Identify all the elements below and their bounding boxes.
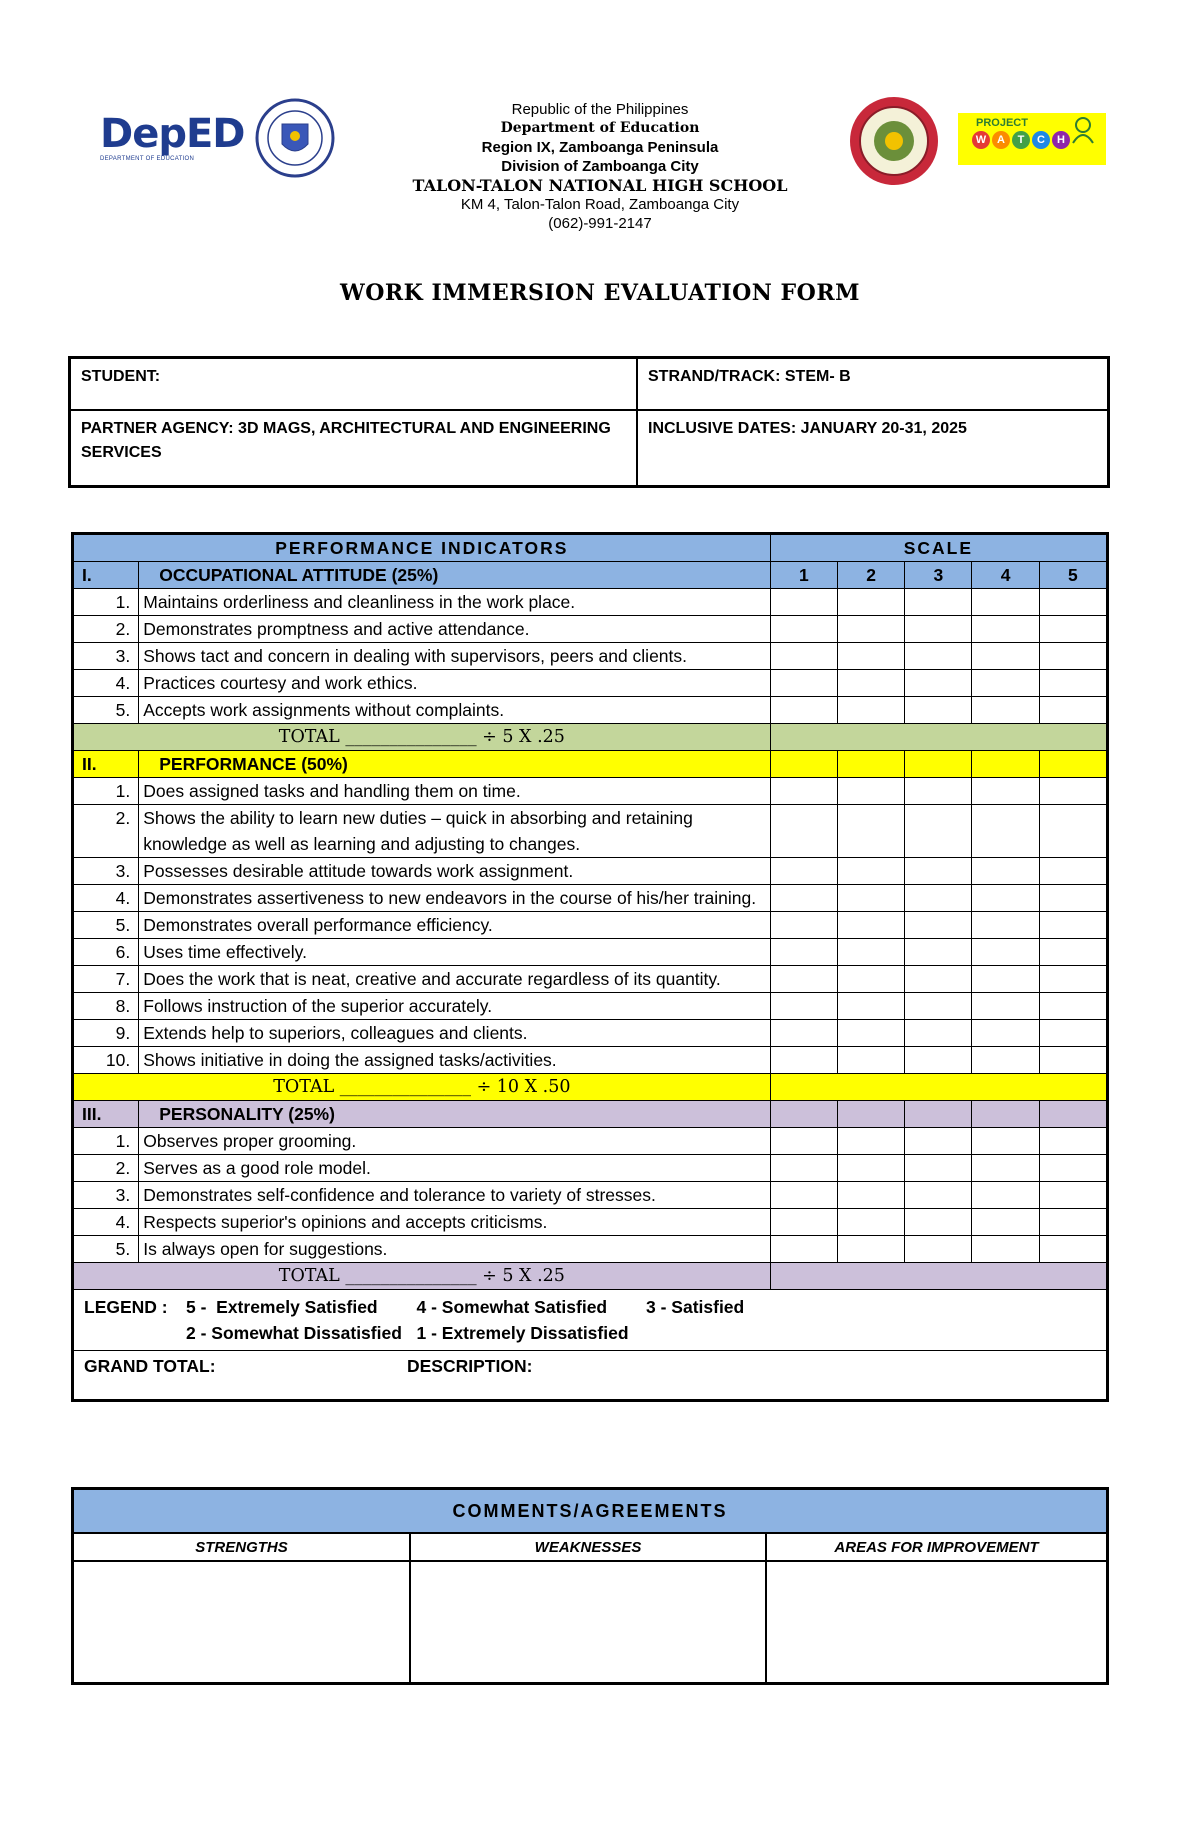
region-text: Region IX, Zamboanga Peninsula (481, 139, 719, 156)
scale-cell[interactable] (837, 993, 904, 1020)
indicator-number: 4. (73, 885, 139, 912)
performance-table (71, 532, 1109, 1402)
strengths-header: STRENGTHS (73, 1533, 411, 1561)
deped-logo (100, 111, 245, 172)
scale-cell[interactable] (905, 805, 972, 858)
scale-cell[interactable] (837, 939, 904, 966)
project-watch-logo (958, 113, 1106, 165)
indicator-row (73, 697, 1108, 724)
indicator-number: 1. (73, 1128, 139, 1155)
scale-cell[interactable] (1039, 993, 1107, 1020)
scale-cell[interactable] (770, 643, 837, 670)
scale-cell[interactable] (905, 778, 972, 805)
scale-cell[interactable] (972, 1155, 1039, 1182)
school-name: TALON-TALON NATIONAL HIGH SCHOOL (412, 176, 788, 195)
scale-cell[interactable] (837, 966, 904, 993)
scale-cell[interactable] (905, 993, 972, 1020)
scale-cell[interactable] (972, 616, 1039, 643)
scale-cell[interactable] (905, 858, 972, 885)
scale-cell[interactable] (770, 1128, 837, 1155)
letterhead (300, 100, 900, 233)
indicator-text: Extends help to superiors, colleagues and clients. (139, 1020, 770, 1047)
scale-cell[interactable] (770, 1020, 837, 1047)
scale-cell[interactable] (837, 1128, 904, 1155)
indicator-text: Observes proper grooming. (139, 1128, 770, 1155)
watch-letter-h: H (1052, 131, 1070, 149)
scale-cell[interactable] (1039, 697, 1107, 724)
scale-cell[interactable] (1039, 912, 1107, 939)
watch-letters (972, 131, 1070, 149)
department-text: Department of Education (500, 120, 700, 136)
weaknesses-input[interactable] (410, 1561, 766, 1684)
section-number: II. (73, 751, 139, 778)
scale-cell[interactable] (770, 616, 837, 643)
indicator-text: Demonstrates overall performance efficiency. (139, 912, 770, 939)
scale-cell[interactable] (1039, 589, 1107, 616)
student-info-table (68, 356, 1110, 488)
indicator-text: Demonstrates assertiveness to new endeavors in the course of his/her training. (139, 885, 770, 912)
watch-letter-a: A (992, 131, 1010, 149)
indicator-row (73, 1182, 1108, 1209)
indicator-row (73, 1155, 1108, 1182)
scale-cell[interactable] (972, 858, 1039, 885)
scale-cell[interactable] (972, 1047, 1039, 1074)
watch-figure-icon (1068, 115, 1098, 145)
comments-table (71, 1487, 1109, 1685)
scale-cell[interactable] (770, 1209, 837, 1236)
scale-label (1039, 1101, 1107, 1128)
scale-cell[interactable] (837, 1209, 904, 1236)
scale-cell[interactable] (972, 1020, 1039, 1047)
section-title: OCCUPATIONAL ATTITUDE (25%) (139, 562, 770, 589)
scale-cell[interactable] (972, 778, 1039, 805)
scale-cell[interactable] (1039, 778, 1107, 805)
indicator-number: 6. (73, 939, 139, 966)
indicator-row (73, 966, 1108, 993)
scale-cell[interactable] (972, 912, 1039, 939)
scale-cell[interactable] (1039, 858, 1107, 885)
section-total[interactable]: TOTAL _______________ ÷ 5 X .25 (73, 724, 771, 751)
scale-label (837, 1101, 904, 1128)
scale-cell[interactable] (972, 1182, 1039, 1209)
scale-cell[interactable] (1039, 1236, 1107, 1263)
scale-cell[interactable] (905, 939, 972, 966)
scale-cell[interactable] (1039, 885, 1107, 912)
scale-label: 1 (770, 562, 837, 589)
scale-cell[interactable] (972, 939, 1039, 966)
scale-cell[interactable] (972, 1128, 1039, 1155)
section-total[interactable]: TOTAL _______________ ÷ 5 X .25 (73, 1263, 771, 1290)
scale-label: 4 (972, 562, 1039, 589)
scale-cell[interactable] (770, 778, 837, 805)
indicator-number: 1. (73, 589, 139, 616)
division-text: Division of Zamboanga City (501, 158, 699, 175)
scale-cell[interactable] (1039, 1155, 1107, 1182)
legend-line-2: 2 - Somewhat Dissatisfied 1 - Extremely Dissatisfied (186, 1323, 629, 1343)
scale-cell[interactable] (905, 1209, 972, 1236)
project-label: PROJECT (976, 117, 1028, 129)
description-label[interactable]: DESCRIPTION: (407, 1356, 533, 1376)
scale-cell[interactable] (972, 966, 1039, 993)
indicator-row (73, 939, 1108, 966)
indicator-number: 4. (73, 670, 139, 697)
indicator-row (73, 993, 1108, 1020)
scale-cell[interactable] (905, 589, 972, 616)
indicator-number: 9. (73, 1020, 139, 1047)
scale-cell[interactable] (972, 670, 1039, 697)
legend-label: LEGEND : (84, 1297, 168, 1317)
scale-cell[interactable] (905, 1128, 972, 1155)
scale-cell[interactable] (837, 1155, 904, 1182)
indicator-text: Follows instruction of the superior accurately. (139, 993, 770, 1020)
scale-cell[interactable] (770, 805, 837, 858)
scale-cell[interactable] (837, 1236, 904, 1263)
indicator-row (73, 805, 1108, 858)
indicator-text: Uses time effectively. (139, 939, 770, 966)
indicator-row (73, 1047, 1108, 1074)
school-address: KM 4, Talon-Talon Road, Zamboanga City (460, 196, 740, 213)
scale-cell[interactable] (837, 1182, 904, 1209)
indicator-number: 10. (73, 1047, 139, 1074)
scale-label: 2 (837, 562, 904, 589)
indicator-number: 7. (73, 966, 139, 993)
scale-cell[interactable] (972, 885, 1039, 912)
legend-line-1: 5 - Extremely Satisfied 4 - Somewhat Satisfied 3 - Satisfied (186, 1297, 745, 1317)
scale-cell[interactable] (905, 1236, 972, 1263)
scale-cell[interactable] (972, 697, 1039, 724)
scale-cell[interactable] (837, 616, 904, 643)
scale-cell[interactable] (1039, 1047, 1107, 1074)
scale-cell[interactable] (837, 778, 904, 805)
scale-cell[interactable] (905, 616, 972, 643)
scale-cell[interactable] (905, 670, 972, 697)
scale-header: SCALE (770, 534, 1107, 562)
deped-logo-subtext: DEPARTMENT OF EDUCATION (100, 156, 195, 162)
scale-label: 3 (905, 562, 972, 589)
student-field[interactable]: STUDENT: (70, 358, 638, 410)
indicator-number: 8. (73, 993, 139, 1020)
scale-cell[interactable] (770, 993, 837, 1020)
strengths-input[interactable] (73, 1561, 411, 1684)
section-total-row (73, 1263, 1108, 1290)
scale-cell[interactable] (1039, 670, 1107, 697)
scale-cell[interactable] (837, 858, 904, 885)
indicator-row (73, 1128, 1108, 1155)
indicator-row (73, 885, 1108, 912)
scale-cell[interactable] (972, 805, 1039, 858)
scale-cell[interactable] (770, 1236, 837, 1263)
scale-label (905, 1101, 972, 1128)
section-header-row (73, 1101, 1108, 1128)
indicator-text: Accepts work assignments without complaints. (139, 697, 770, 724)
scale-label (770, 1101, 837, 1128)
grand-total-row (73, 1351, 1108, 1401)
indicator-row (73, 1020, 1108, 1047)
scale-cell[interactable] (837, 697, 904, 724)
improvement-header: AREAS FOR IMPROVEMENT (766, 1533, 1108, 1561)
indicator-number: 2. (73, 805, 139, 858)
strand-field[interactable]: STRAND/TRACK: STEM- B (637, 358, 1109, 410)
scale-cell[interactable] (837, 912, 904, 939)
watch-letter-t: T (1012, 131, 1030, 149)
scale-cell[interactable] (1039, 1128, 1107, 1155)
scale-cell[interactable] (972, 643, 1039, 670)
scale-cell[interactable] (1039, 1209, 1107, 1236)
section-total-score[interactable] (770, 1263, 1107, 1290)
scale-cell[interactable] (770, 939, 837, 966)
legend (73, 1290, 1108, 1351)
scale-label (905, 751, 972, 778)
indicator-row (73, 670, 1108, 697)
watch-letter-w: W (972, 131, 990, 149)
watch-letter-c: C (1032, 131, 1050, 149)
indicator-text: Shows initiative in doing the assigned tasks/activities. (139, 1047, 770, 1074)
section-total[interactable]: TOTAL _______________ ÷ 10 X .50 (73, 1074, 771, 1101)
scale-cell[interactable] (905, 643, 972, 670)
indicators-header: PERFORMANCE INDICATORS (73, 534, 771, 562)
grand-total-label[interactable]: GRAND TOTAL: (84, 1356, 216, 1376)
weaknesses-header: WEAKNESSES (410, 1533, 766, 1561)
scale-cell[interactable] (1039, 805, 1107, 858)
indicator-text: Shows the ability to learn new duties – quick in absorbing and retaining knowledge as well as learning and adjusting to changes. (139, 805, 770, 858)
section-title: PERFORMANCE (50%) (139, 751, 770, 778)
scale-cell[interactable] (770, 1047, 837, 1074)
scale-cell[interactable] (905, 1155, 972, 1182)
indicator-number: 5. (73, 912, 139, 939)
scale-cell[interactable] (770, 966, 837, 993)
indicator-text: Practices courtesy and work ethics. (139, 670, 770, 697)
scale-cell[interactable] (770, 912, 837, 939)
indicator-text: Is always open for suggestions. (139, 1236, 770, 1263)
indicator-row (73, 858, 1108, 885)
scale-cell[interactable] (770, 858, 837, 885)
indicator-number: 2. (73, 616, 139, 643)
section-total-row (73, 1074, 1108, 1101)
improvement-input[interactable] (766, 1561, 1108, 1684)
indicator-row (73, 589, 1108, 616)
scale-cell[interactable] (770, 589, 837, 616)
scale-cell[interactable] (837, 589, 904, 616)
indicator-row (73, 912, 1108, 939)
indicator-number: 3. (73, 1182, 139, 1209)
deped-logo-text: DepED (100, 111, 245, 157)
comments-header: COMMENTS/AGREEMENTS (73, 1489, 1108, 1534)
scale-cell[interactable] (905, 1182, 972, 1209)
indicator-number: 3. (73, 858, 139, 885)
scale-label (972, 751, 1039, 778)
school-phone: (062)-991-2147 (548, 215, 652, 232)
scale-cell[interactable] (905, 1020, 972, 1047)
scale-cell[interactable] (770, 885, 837, 912)
scale-label (1039, 751, 1107, 778)
republic-text: Republic of the Philippines (511, 101, 689, 118)
scale-label (972, 1101, 1039, 1128)
scale-cell[interactable] (1039, 1182, 1107, 1209)
section-title: PERSONALITY (25%) (139, 1101, 770, 1128)
section-number: III. (73, 1101, 139, 1128)
indicator-row (73, 778, 1108, 805)
indicator-text: Demonstrates self-confidence and tolerance to variety of stresses. (139, 1182, 770, 1209)
scale-cell[interactable] (905, 697, 972, 724)
section-total-score[interactable] (770, 1074, 1107, 1101)
section-header-row (73, 562, 1108, 589)
scale-cell[interactable] (837, 805, 904, 858)
scale-cell[interactable] (972, 1209, 1039, 1236)
scale-cell[interactable] (770, 1182, 837, 1209)
indicator-number: 4. (73, 1209, 139, 1236)
scale-cell[interactable] (972, 589, 1039, 616)
indicator-text: Possesses desirable attitude towards work assignment. (139, 858, 770, 885)
scale-cell[interactable] (1039, 966, 1107, 993)
scale-cell[interactable] (837, 1020, 904, 1047)
section-total-score[interactable] (770, 724, 1107, 751)
scale-cell[interactable] (1039, 1020, 1107, 1047)
indicator-number: 5. (73, 1236, 139, 1263)
indicator-number: 3. (73, 643, 139, 670)
indicator-row (73, 1236, 1108, 1263)
scale-cell[interactable] (905, 885, 972, 912)
indicator-row (73, 643, 1108, 670)
agency-field[interactable]: PARTNER AGENCY: 3D MAGS, ARCHITECTURAL AND ENGINEERING SERVICES (70, 410, 638, 487)
indicator-text: Does the work that is neat, creative and accurate regardless of its quantity. (139, 966, 770, 993)
scale-cell[interactable] (1039, 939, 1107, 966)
indicator-text: Respects superior's opinions and accepts criticisms. (139, 1209, 770, 1236)
scale-cell[interactable] (770, 697, 837, 724)
indicator-number: 2. (73, 1155, 139, 1182)
indicator-number: 5. (73, 697, 139, 724)
indicator-text: Demonstrates promptness and active attendance. (139, 616, 770, 643)
indicator-number: 1. (73, 778, 139, 805)
indicator-row (73, 1209, 1108, 1236)
indicator-text: Maintains orderliness and cleanliness in the work place. (139, 589, 770, 616)
scale-label (770, 751, 837, 778)
scale-cell[interactable] (1039, 616, 1107, 643)
section-number: I. (73, 562, 139, 589)
scale-cell[interactable] (770, 670, 837, 697)
scale-cell[interactable] (837, 885, 904, 912)
scale-cell[interactable] (972, 1236, 1039, 1263)
scale-cell[interactable] (905, 966, 972, 993)
indicator-text: Does assigned tasks and handling them on time. (139, 778, 770, 805)
section-total-row (73, 724, 1108, 751)
indicator-text: Shows tact and concern in dealing with supervisors, peers and clients. (139, 643, 770, 670)
scale-cell[interactable] (905, 1047, 972, 1074)
scale-cell[interactable] (837, 670, 904, 697)
scale-cell[interactable] (837, 1047, 904, 1074)
scale-cell[interactable] (770, 1155, 837, 1182)
scale-cell[interactable] (837, 643, 904, 670)
scale-label: 5 (1039, 562, 1107, 589)
indicator-text: Serves as a good role model. (139, 1155, 770, 1182)
indicator-row (73, 616, 1108, 643)
scale-cell[interactable] (972, 993, 1039, 1020)
scale-cell[interactable] (905, 912, 972, 939)
section-header-row (73, 751, 1108, 778)
dates-field[interactable]: INCLUSIVE DATES: JANUARY 20-31, 2025 (637, 410, 1109, 487)
scale-cell[interactable] (1039, 643, 1107, 670)
form-title: WORK IMMERSION EVALUATION FORM (340, 280, 860, 306)
scale-label (837, 751, 904, 778)
